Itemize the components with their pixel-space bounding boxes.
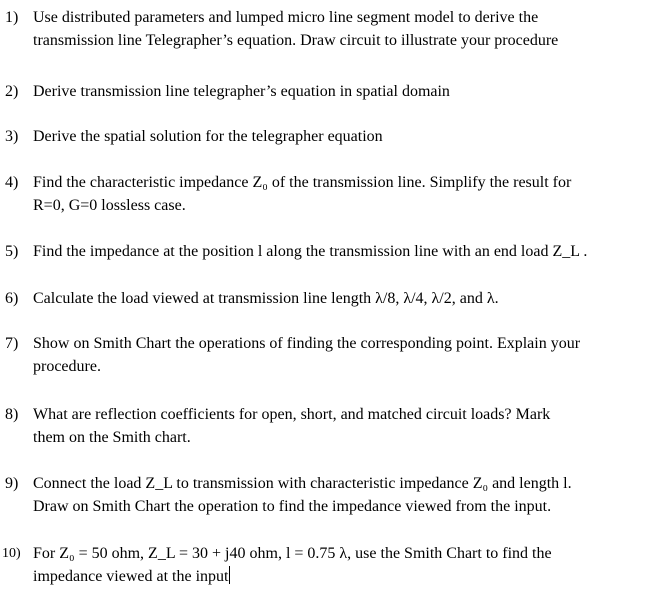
question-number: 10) — [2, 546, 21, 561]
question-text — [33, 6, 663, 52]
question-line-text: impedance viewed at the input — [33, 568, 229, 585]
question-number: 5) — [5, 243, 19, 260]
question-number: 6) — [5, 290, 19, 307]
question-text — [33, 125, 663, 148]
question-number: 8) — [5, 406, 19, 423]
question-line: Derive the spatial solution for the telegrapher equation — [33, 128, 383, 145]
question-text — [33, 80, 663, 103]
question-line: For Z₀ = 50 ohm, Z_L = 30 + j40 ohm, l = 0.75 λ, use the Smith Chart to find the — [33, 545, 552, 562]
question-text — [33, 240, 663, 263]
question-number: 2) — [5, 83, 19, 100]
question-line: Derive transmission line telegrapher’s equation in spatial domain — [33, 83, 450, 100]
question-text — [33, 472, 663, 518]
question-line: Calculate the load viewed at transmission line length λ/8, λ/4, λ/2, and λ. — [33, 290, 499, 307]
question-text — [33, 287, 663, 310]
text-cursor — [229, 566, 230, 584]
question-line: Connect the load Z_L to transmission with characteristic impedance Z₀ and length l. — [33, 475, 572, 492]
question-line: What are reflection coefficients for open, short, and matched circuit loads? Mark — [33, 406, 551, 423]
question-line-last — [33, 565, 663, 588]
question-line: Draw on Smith Chart the operation to find the impedance viewed from the input. — [33, 498, 552, 515]
question-line: Find the characteristic impedance Z₀ of the transmission line. Simplify the result for — [33, 174, 572, 191]
question-text — [33, 332, 663, 378]
question-number: 4) — [5, 174, 19, 191]
question-line: transmission line Telegrapher’s equation. Draw circuit to illustrate your procedure — [33, 32, 559, 49]
question-number: 3) — [5, 128, 19, 145]
question-text — [33, 403, 663, 449]
question-text — [33, 171, 663, 217]
question-line: Find the impedance at the position l along the transmission line with an end load Z_L . — [33, 243, 588, 260]
question-text[interactable] — [33, 542, 663, 588]
question-line: them on the Smith chart. — [33, 429, 191, 446]
question-line: Use distributed parameters and lumped micro line segment model to derive the — [33, 9, 539, 26]
question-line: procedure. — [33, 358, 101, 375]
question-number: 1) — [5, 9, 19, 26]
question-number: 7) — [5, 335, 19, 352]
question-number: 9) — [5, 475, 19, 492]
question-line: R=0, G=0 lossless case. — [33, 197, 186, 214]
question-line: Show on Smith Chart the operations of finding the corresponding point. Explain your — [33, 335, 581, 352]
